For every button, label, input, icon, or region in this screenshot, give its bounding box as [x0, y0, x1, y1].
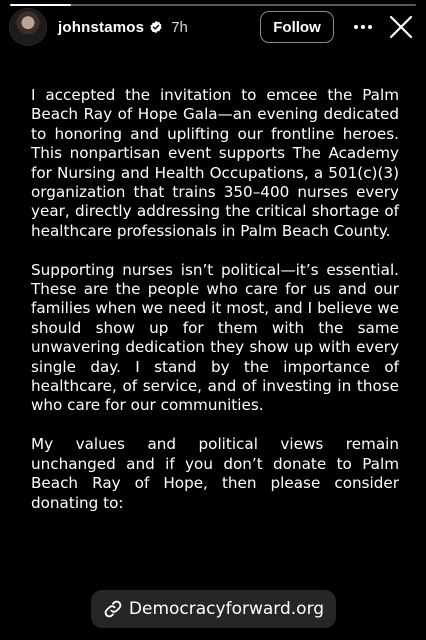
link-sticker[interactable] — [91, 590, 336, 628]
post-paragraph-3: My values and political views remain unchanged and if you don’t donate to Palm Beach Ray of Hope, then please consider donating to: — [31, 435, 399, 512]
link-icon — [103, 599, 123, 619]
post-time: 7h — [171, 18, 188, 36]
post-text — [31, 86, 399, 532]
verified-badge-icon — [149, 20, 163, 34]
post-paragraph-1: I accepted the invitation to emcee the Palm Beach Ray of Hope Gala—an evening dedicated to honoring and uplifting our frontline heroes. This nonpartisan event supports The Academy for Nursing and Health Occupations, a 501(c)(3) organization that trains 350–400 nurses every year, directly addressing the critical shortage of healthcare professionals in Palm Beach County. — [31, 86, 399, 240]
close-x-glyph — [389, 15, 413, 39]
more-dots-glyph — [353, 24, 373, 30]
close-icon[interactable] — [386, 12, 416, 42]
username[interactable]: johnstamos — [58, 18, 145, 36]
story-progress-fill — [10, 4, 71, 6]
post-paragraph-2: Supporting nurses isn’t political—it’s essential. These are the people who care for us and our families when we need it most, and I believe we should show up for them with the same unwavering dedication they show up with every single day. I stand by the importance of healthcare, of service, and of investing in those who care for our communities. — [31, 260, 399, 415]
link-sticker-label: Democracyforward.org — [128, 599, 325, 619]
more-icon[interactable] — [348, 12, 378, 42]
story-progress-bar — [10, 4, 416, 6]
avatar[interactable] — [10, 9, 46, 45]
follow-button[interactable]: Follow — [260, 11, 334, 43]
story-header — [10, 8, 416, 46]
